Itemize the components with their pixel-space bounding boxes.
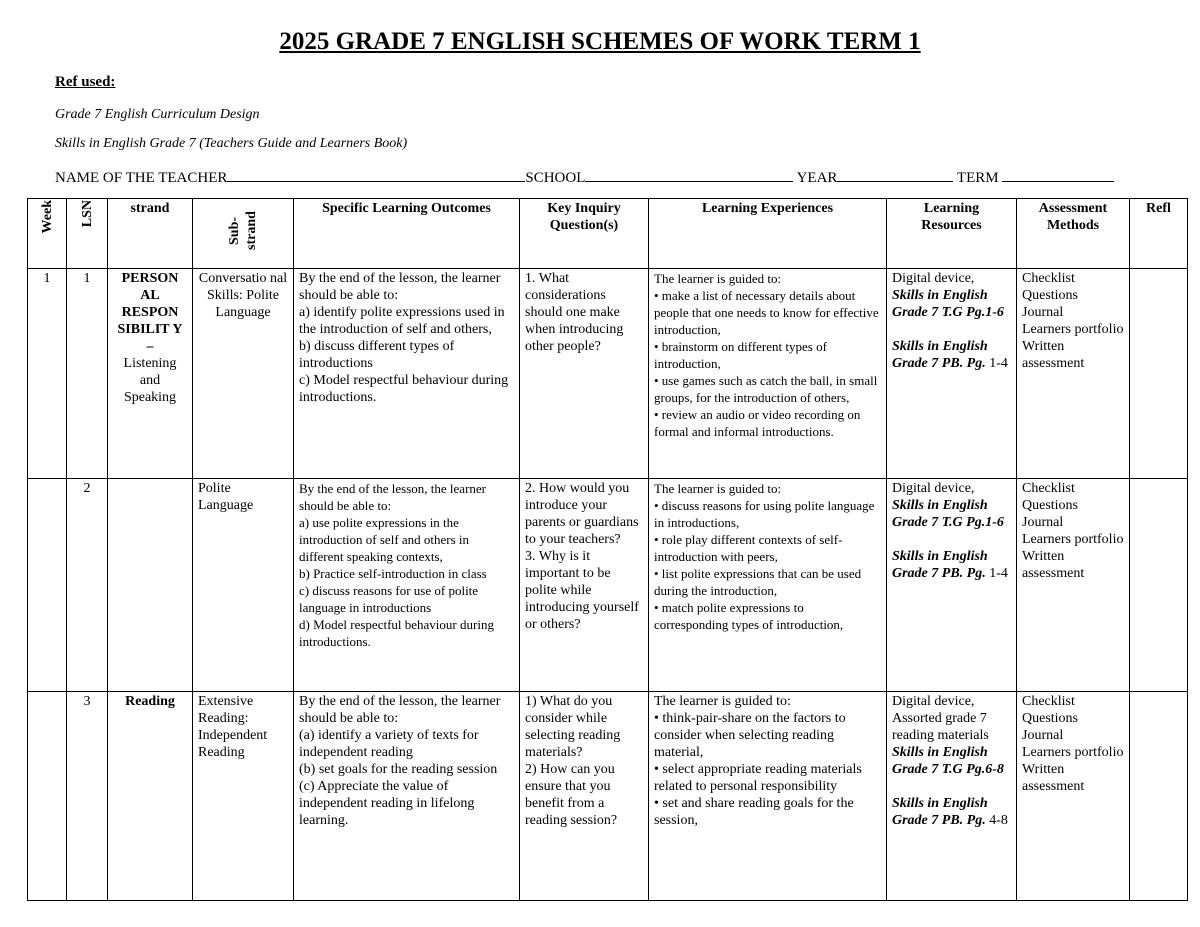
schemes-table xyxy=(27,198,1188,901)
reference-item: Skills in English Grade 7 (Teachers Guide and Learners Book) xyxy=(55,136,408,151)
term-blank[interactable] xyxy=(1002,166,1114,182)
strand-cell: Reading xyxy=(108,692,193,901)
header-kiq: Key Inquiry Question(s) xyxy=(520,199,649,269)
week-cell: 1 xyxy=(28,269,67,479)
refl-cell[interactable] xyxy=(1130,269,1188,479)
header-lsn: LSN xyxy=(67,199,108,269)
am-cell: Checklist Questions Journal Learners portfolio Written assessment xyxy=(1017,692,1130,901)
substrand-cell: Conversatio nal Skills: Polite Language xyxy=(193,269,294,479)
school-blank[interactable] xyxy=(585,166,793,182)
header-strand: strand xyxy=(108,199,193,269)
kiq-cell: 2. How would you introduce your parents or guardians to your teachers? 3. Why is it important to be polite while introducing yourself or others? xyxy=(520,479,649,692)
substrand-cell: Polite Language xyxy=(193,479,294,692)
strand-cell xyxy=(108,479,193,692)
header-week: Week xyxy=(28,199,67,269)
teacher-label: NAME OF THE TEACHER xyxy=(55,170,228,186)
teacher-info-row xyxy=(55,166,1114,187)
table-row xyxy=(28,692,1188,901)
lsn-cell: 2 xyxy=(67,479,108,692)
refl-cell[interactable] xyxy=(1130,692,1188,901)
school-label: SCHOOL xyxy=(525,170,586,186)
week-cell xyxy=(28,479,67,692)
page-title: 2025 GRADE 7 ENGLISH SCHEMES OF WORK TERM 1 xyxy=(279,28,921,55)
slo-cell: By the end of the lesson, the learner should be able to: (a) identify a variety of texts for independent reading (b) set goals for the reading session (c) Appreciate the value of independent reading in lifelong learning. xyxy=(294,692,520,901)
strand-cell xyxy=(108,269,193,479)
slo-cell: By the end of the lesson, the learner should be able to: a) identify polite expressions used in the introduction of self and others, b) discuss different types of introductions c) Model respectful behaviour during introductions. xyxy=(294,269,520,479)
le-cell: The learner is guided to: • think-pair-share on the factors to consider when selecting reading material, • select appropriate reading materials related to personal responsibility • set and share reading goals for the session, xyxy=(649,692,887,901)
kiq-cell: 1. What considerations should one make when introducing other people? xyxy=(520,269,649,479)
week-cell xyxy=(28,692,67,901)
reference-item: Grade 7 English Curriculum Design xyxy=(55,107,260,122)
year-blank[interactable] xyxy=(837,166,953,182)
am-cell: Checklist Questions Journal Learners portfolio Written assessment xyxy=(1017,269,1130,479)
strand-bold: PERSON AL RESPON SIBILIT Y – xyxy=(117,271,183,354)
teacher-blank[interactable] xyxy=(227,166,525,182)
kiq-cell: 1) What do you consider while selecting reading materials? 2) How can you ensure that you benefit from a reading session? xyxy=(520,692,649,901)
strand-normal: Listening and Speaking xyxy=(123,356,177,405)
le-cell: The learner is guided to: • discuss reasons for using polite language in introductions, • role play different contexts of self-introduction with peers, • list polite expressions that can be used during the introduction, • match polite expressions to corresponding types of introduction, xyxy=(649,479,887,692)
ref-label: Ref used: xyxy=(55,74,116,90)
header-row xyxy=(28,199,1188,269)
le-cell: The learner is guided to: • make a list of necessary details about people that one needs to know for effective introduction, • brainstorm on different types of introduction, • use games such as catch the ball, in small groups, for the introduction of others, • review an audio or video recording on formal and informal introductions. xyxy=(649,269,887,479)
header-le: Learning Experiences xyxy=(649,199,887,269)
header-refl: Refl xyxy=(1130,199,1188,269)
lsn-cell: 1 xyxy=(67,269,108,479)
year-label: YEAR xyxy=(793,170,838,186)
refl-cell[interactable] xyxy=(1130,479,1188,692)
table-row xyxy=(28,479,1188,692)
lr-cell: Digital device, Assorted grade 7 reading materials Skills in English Grade 7 T.G Pg.6-8 Skills in English Grade 7 PB. Pg. 4-8 xyxy=(887,692,1017,901)
lsn-cell: 3 xyxy=(67,692,108,901)
header-lr: Learning Resources xyxy=(887,199,1017,269)
lr-cell: Digital device, Skills in English Grade 7 T.G Pg.1-6 Skills in English Grade 7 PB. Pg. 1-4 xyxy=(887,479,1017,692)
slo-cell: By the end of the lesson, the learner should be able to: a) use polite expressions in the introduction of self and others in different speaking contexts, b) Practice self-introduction in class c) discuss reasons for use of polite language in introductions d) Model respectful behaviour during introductions. xyxy=(294,479,520,692)
substrand-cell: Extensive Reading: Independent Reading xyxy=(193,692,294,901)
am-cell: Checklist Questions Journal Learners portfolio Written assessment xyxy=(1017,479,1130,692)
header-substrand: Sub-strand xyxy=(193,199,294,269)
lr-cell: Digital device, Skills in English Grade 7 T.G Pg.1-6 Skills in English Grade 7 PB. Pg. 1-4 xyxy=(887,269,1017,479)
term-label: TERM xyxy=(953,170,1003,186)
header-am: Assessment Methods xyxy=(1017,199,1130,269)
table-row xyxy=(28,269,1188,479)
header-slo: Specific Learning Outcomes xyxy=(294,199,520,269)
